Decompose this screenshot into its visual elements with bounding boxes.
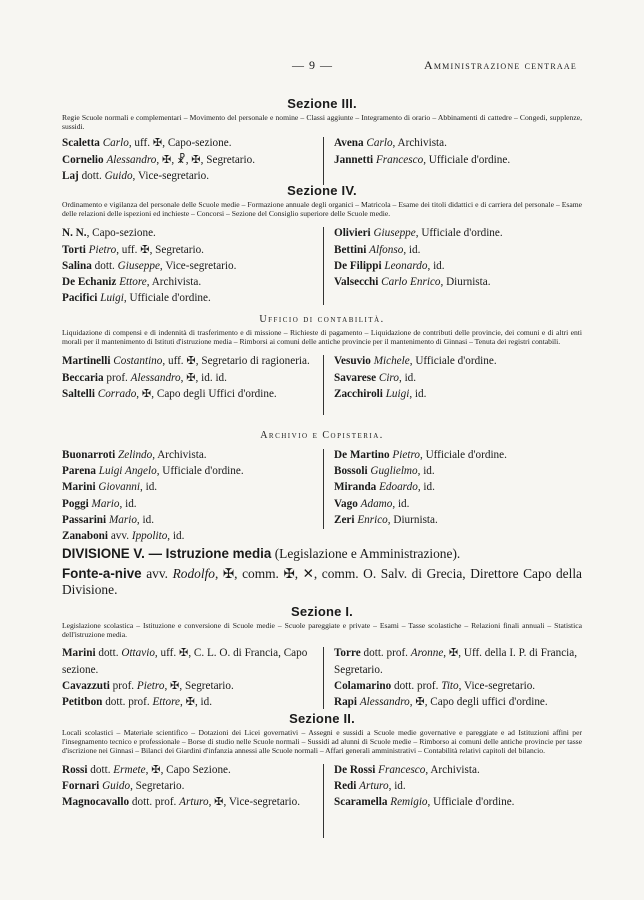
section-title: Sezione IV. xyxy=(287,183,357,198)
staff-surname: Marini xyxy=(62,481,96,494)
staff-surname: Savarese xyxy=(334,371,377,384)
staff-title: dott. xyxy=(78,169,105,182)
staff-given-name: Arturo xyxy=(179,796,209,809)
staff-role: , ✠, Vice-segretario. xyxy=(208,796,301,809)
staff-role: , ✠, Uff. della I. P. di Francia, Segretario. xyxy=(334,647,578,676)
staff-given-name: Costantino xyxy=(113,355,163,368)
staff-entry xyxy=(62,479,324,495)
staff-given-name: Mario xyxy=(108,513,137,526)
staff-given-name: Pietro xyxy=(392,449,420,461)
staff-role: , id. xyxy=(388,779,406,792)
staff-given-name: Enrico xyxy=(357,513,388,526)
staff-given-name: Mario xyxy=(91,497,120,510)
column-divider xyxy=(323,449,324,529)
staff-entry xyxy=(62,447,324,463)
section-description: Liquidazione di compensi e di indennità di trasferimento e di missione – Richieste di pagamento – Liquidazione de contributi delle provincie, dei comuni e di altri enti morali per il mantenimento di Istituti d'istruzione media – Rimborsi ai comuni delle antiche provincie per il mantenimento di Ginnasi – Tenuta dei registri contabili. xyxy=(62,328,582,347)
staff-role: , Ufficiale d'ordine. xyxy=(419,449,507,461)
staff-given-name: Alessandro xyxy=(359,696,410,709)
staff-surname: Beccaria xyxy=(62,371,104,384)
section-title: Sezione I. xyxy=(291,604,353,619)
archivio-copisteria xyxy=(62,430,582,545)
column-divider xyxy=(323,227,324,305)
staff-role: , Capo-sezione. xyxy=(86,227,156,240)
staff-right xyxy=(334,353,592,402)
section-title: Sezione II. xyxy=(289,711,355,726)
staff-role: , Ufficiale d'ordine. xyxy=(409,355,497,368)
division-label: DIVISIONE V. — Istruzione media xyxy=(62,546,272,561)
division-heading xyxy=(62,546,582,562)
staff-entry xyxy=(334,645,592,677)
staff-entry xyxy=(334,496,592,512)
divisione-V xyxy=(62,546,582,598)
staff-left xyxy=(62,353,324,402)
staff-surname: Passarini xyxy=(62,513,107,526)
staff-surname: Fornari xyxy=(62,779,100,792)
staff-given-name: Francesco xyxy=(378,763,426,776)
staff-role: , id. xyxy=(398,371,417,384)
staff-surname: De Filippi xyxy=(334,259,382,272)
sezione-III xyxy=(62,96,582,187)
staff-right xyxy=(334,447,592,528)
staff-given-name: Ottavio xyxy=(121,647,155,660)
staff-role: , Ufficiale d'ordine. xyxy=(423,153,511,166)
sezione-IV xyxy=(62,183,582,307)
staff-entry xyxy=(62,794,324,810)
staff-given-name: Adamo xyxy=(360,497,393,510)
section-title: Sezione III. xyxy=(287,96,357,111)
staff-surname: Buonarroti xyxy=(62,449,116,461)
staff-given-name: Giuseppe xyxy=(373,227,416,240)
staff-given-name: Pietro xyxy=(136,679,165,692)
sezione-I xyxy=(62,604,582,715)
staff-role: , ✠, Capo Sezione. xyxy=(145,763,231,776)
staff-entry xyxy=(334,447,592,463)
staff-surname: Redi xyxy=(334,779,357,792)
staff-right xyxy=(334,225,592,290)
staff-entry xyxy=(62,168,324,184)
staff-surname: Rapi xyxy=(334,696,358,709)
staff-role: , id. xyxy=(140,481,158,494)
staff-role: , uff. ✠, C. L. O. di Francia, Capo sezione. xyxy=(62,647,308,676)
staff-role: , Ufficiale d'ordine. xyxy=(427,796,515,809)
staff-given-name: Luigi xyxy=(100,292,124,305)
staff-given-name: Tito xyxy=(441,679,459,692)
staff-surname: Cavazzuti xyxy=(62,679,110,692)
staff-entry xyxy=(334,694,592,710)
staff-role: , Segretario. xyxy=(130,779,185,792)
staff-role: , id. xyxy=(119,497,137,510)
staff-entry xyxy=(62,678,324,694)
staff-columns xyxy=(62,447,582,545)
staff-entry xyxy=(334,463,592,479)
staff-entry xyxy=(62,353,324,369)
staff-given-name: Giovanni xyxy=(98,481,140,494)
director-name: Fonte-a-nive xyxy=(62,566,142,581)
staff-role: , Diurnista. xyxy=(387,513,438,526)
section-title: Archivio e Copisteria. xyxy=(260,430,384,441)
staff-surname: Laj xyxy=(62,169,79,182)
staff-entry xyxy=(334,258,592,274)
staff-role: , Archivista. xyxy=(392,137,447,150)
sezione-II xyxy=(62,711,582,842)
staff-right xyxy=(334,645,592,710)
staff-role: , Archivista. xyxy=(152,449,207,461)
section-title: Ufficio di contabilità. xyxy=(259,314,385,325)
staff-surname: Valsecchi xyxy=(334,276,379,289)
staff-role: , Vice-segretario. xyxy=(132,169,210,182)
staff-surname: Vesuvio xyxy=(334,355,371,368)
staff-title: dott. xyxy=(87,763,114,776)
staff-surname: Zeri xyxy=(334,513,355,526)
staff-surname: De Martino xyxy=(334,449,390,461)
director-given-name: Rodolfo xyxy=(172,566,215,581)
staff-entry xyxy=(62,778,324,794)
staff-role: , ✠, id. id. xyxy=(180,371,227,384)
staff-given-name: Ermete xyxy=(113,763,146,776)
staff-entry xyxy=(334,479,592,495)
staff-entry xyxy=(62,512,324,528)
staff-entry xyxy=(334,370,592,386)
staff-title: dott. prof. xyxy=(391,679,442,692)
staff-title: prof. xyxy=(109,679,137,692)
staff-entry xyxy=(62,463,324,479)
staff-given-name: Carlo xyxy=(102,137,129,150)
staff-surname: Saltelli xyxy=(62,387,95,400)
staff-left xyxy=(62,225,324,306)
staff-given-name: Carlo xyxy=(366,137,393,150)
staff-given-name: Giuseppe xyxy=(117,259,160,272)
staff-surname: De Rossi xyxy=(334,763,376,776)
staff-given-name: Ettore xyxy=(119,276,147,289)
staff-left xyxy=(62,135,324,184)
staff-role: , id. xyxy=(136,513,154,526)
staff-given-name: Luigi Angelo xyxy=(98,465,157,478)
staff-given-name: Zelindo xyxy=(118,449,153,461)
staff-entry xyxy=(62,225,324,241)
staff-given-name: Remigio xyxy=(390,796,428,809)
staff-entry xyxy=(62,274,324,290)
staff-title: dott. xyxy=(91,259,118,272)
staff-given-name: Carlo Enrico xyxy=(381,276,441,289)
staff-role: , uff. ✠, Capo-sezione. xyxy=(128,137,232,150)
page-header xyxy=(0,58,644,74)
section-description: Ordinamento e vigilanza del personale delle Scuole medie – Formazione annuale degli organici – Matricola – Esame dei titoli didattici e di carriera del personale – Esame delle relazioni delle ispezioni ed inchieste – Concorsi – Sezione del Consiglio superiore delle Scuole medie. xyxy=(62,200,582,219)
staff-entry xyxy=(62,242,324,258)
staff-entry xyxy=(334,242,592,258)
staff-role: , ✠, Capo degli uffici d'ordine. xyxy=(409,696,548,709)
staff-role: , ✠, ☧, ✠, Segretario. xyxy=(156,153,256,166)
staff-given-name: Corrado xyxy=(97,387,137,400)
staff-given-name: Guglielmo xyxy=(370,465,418,478)
staff-entry xyxy=(62,496,324,512)
staff-role: , id. xyxy=(392,497,410,510)
staff-columns xyxy=(62,353,582,421)
staff-surname: Parena xyxy=(62,465,96,478)
staff-surname: Olivieri xyxy=(334,227,371,240)
staff-entry xyxy=(62,762,324,778)
staff-surname: Petitbon xyxy=(62,696,103,709)
staff-entry xyxy=(334,353,592,369)
staff-role: , Ufficiale d'ordine. xyxy=(415,227,503,240)
staff-surname: Martinelli xyxy=(62,355,111,368)
staff-entry xyxy=(62,290,324,306)
staff-columns xyxy=(62,762,582,842)
staff-given-name: Edoardo xyxy=(379,481,418,494)
column-divider xyxy=(323,764,324,838)
staff-surname: Torre xyxy=(334,647,361,660)
staff-given-name: Alessandro xyxy=(106,153,157,166)
staff-columns xyxy=(62,135,582,187)
staff-surname: Avena xyxy=(334,137,364,150)
staff-given-name: Alessandro xyxy=(130,371,181,384)
page-number: — 9 — xyxy=(292,58,333,72)
staff-title: dott. prof. xyxy=(102,696,153,709)
staff-given-name: Leonardo xyxy=(384,259,428,272)
staff-left xyxy=(62,762,324,811)
staff-given-name: Aronne xyxy=(410,647,444,660)
staff-given-name: Ettore xyxy=(152,696,180,709)
division-director: Fonte-a-nive avv. Rodolfo, ✠, comm. ✠, ✕, comm. O. Salv. di Grecia, Direttore Capo della Divisione. xyxy=(62,566,582,597)
staff-role: , ✠, id. xyxy=(180,696,213,709)
staff-entry xyxy=(334,274,592,290)
division-subtitle: (Legislazione e Amministrazione). xyxy=(271,546,461,561)
staff-role: , uff. ✠, Segretario di ragioneria. xyxy=(162,355,310,368)
staff-given-name: Guido xyxy=(102,779,131,792)
staff-role: , Vice-segretario. xyxy=(458,679,536,692)
staff-left xyxy=(62,645,324,710)
staff-surname: Vago xyxy=(334,497,358,510)
staff-given-name: Pietro xyxy=(88,243,117,256)
staff-title: prof. xyxy=(103,371,131,384)
staff-role: , Diurnista. xyxy=(440,276,491,289)
staff-entry xyxy=(334,386,592,402)
staff-right xyxy=(334,762,592,811)
director-titles: , ✠, comm. ✠, ✕, comm. O. Salv. di Grecia, Direttore Capo della Divisione. xyxy=(62,566,582,597)
staff-surname: Torti xyxy=(62,243,86,256)
staff-surname: Magnocavallo xyxy=(62,796,130,809)
staff-surname: N. N. xyxy=(62,227,87,240)
staff-role: , Archivista. xyxy=(425,763,480,776)
staff-entry xyxy=(334,152,592,168)
staff-role: , id. xyxy=(417,481,435,494)
staff-entry xyxy=(62,694,324,710)
staff-role: , Ufficiale d'ordine. xyxy=(123,292,211,305)
staff-surname: Marini xyxy=(62,647,96,660)
staff-columns xyxy=(62,225,582,307)
staff-surname: De Echaniz xyxy=(62,276,117,289)
staff-role: , id. xyxy=(403,243,421,256)
staff-surname: Miranda xyxy=(334,481,377,494)
staff-entry xyxy=(62,370,324,386)
staff-given-name: Luigi xyxy=(385,387,410,400)
staff-surname: Salina xyxy=(62,259,92,272)
staff-title: dott. xyxy=(95,647,122,660)
staff-role: , Archivista. xyxy=(146,276,202,289)
staff-entry xyxy=(334,225,592,241)
staff-surname: Scaramella xyxy=(334,796,388,809)
staff-left xyxy=(62,447,324,544)
staff-surname: Jannetti xyxy=(334,153,374,166)
staff-title: dott. prof. xyxy=(360,647,411,660)
staff-role: , id. xyxy=(167,530,185,543)
running-title: Amministrazione centraae xyxy=(424,58,577,72)
section-description: Locali scolastici – Materiale scientifico – Dotazioni dei Licei governativi – Assegni e sussidi a Scuole medie governative e pareggiate e ad Istituzioni affini per l'insegnamento tecnico e professionale – Borse di studio nelle Scuole normali – Sussidi ad alunni di Scuole medie – Rimborso ai comuni delle antiche provincie per tasse d'iscrizione nei Ginnasi – Bilanci dei Giardini d'infanzia annessi alle Scuole normali – Affari generali amministrativi – Contabilità relativi capitoli del bilancio. xyxy=(62,728,582,756)
staff-entry xyxy=(62,528,324,544)
staff-entry xyxy=(334,778,592,794)
staff-role: , Vice-segretario. xyxy=(159,259,237,272)
staff-title: avv. xyxy=(108,530,132,543)
staff-role: , id. xyxy=(427,259,445,272)
ufficio-contabilita xyxy=(62,314,582,421)
staff-surname: Rossi xyxy=(62,763,88,776)
staff-given-name: Ippolito xyxy=(131,530,168,543)
staff-entry xyxy=(62,152,324,168)
staff-role: , uff. ✠, Segretario. xyxy=(116,243,204,256)
staff-surname: Pacifici xyxy=(62,292,98,305)
staff-surname: Poggi xyxy=(62,497,89,510)
staff-surname: Bossoli xyxy=(334,465,368,478)
staff-role: , ✠, Capo degli Uffici d'ordine. xyxy=(136,387,277,400)
staff-surname: Scaletta xyxy=(62,137,100,150)
staff-surname: Zacchiroli xyxy=(334,387,383,400)
staff-given-name: Ciro xyxy=(378,371,399,384)
staff-entry xyxy=(62,135,324,151)
staff-entry xyxy=(334,678,592,694)
staff-surname: Bettini xyxy=(334,243,367,256)
staff-entry xyxy=(334,762,592,778)
column-divider xyxy=(323,647,324,709)
staff-surname: Zanaboni xyxy=(62,530,109,543)
staff-role: , Ufficiale d'ordine. xyxy=(156,465,244,478)
section-description: Legislazione scolastica – Istituzione e conversione di Scuole medie – Scuole pareggiate e private – Esami – Tasse scolastiche – Relazioni finali annuali – Statistica dell'istruzione media. xyxy=(62,621,582,640)
staff-role: , ✠, Segretario. xyxy=(164,679,234,692)
staff-entry xyxy=(334,794,592,810)
staff-title: dott. prof. xyxy=(129,796,180,809)
staff-surname: Colamarino xyxy=(334,679,392,692)
staff-given-name: Arturo xyxy=(359,779,389,792)
staff-surname: Cornelio xyxy=(62,153,104,166)
staff-role: , id. xyxy=(409,387,427,400)
section-description: Regie Scuole normali e complementari – Movimento del personale e nomine – Classi aggiunte – Integramento di orario – Abbinamenti di cattedre – Congedi, supplenze, sussidi. xyxy=(62,113,582,132)
column-divider xyxy=(323,137,324,185)
staff-right xyxy=(334,135,592,167)
staff-role: , id. xyxy=(417,465,435,478)
column-divider xyxy=(323,355,324,415)
staff-entry xyxy=(334,135,592,151)
staff-given-name: Michele xyxy=(373,355,410,368)
staff-given-name: Alfonso xyxy=(369,243,404,256)
staff-entry xyxy=(334,512,592,528)
staff-entry xyxy=(62,645,324,677)
staff-given-name: Guido xyxy=(104,169,133,182)
staff-entry xyxy=(62,386,324,402)
staff-columns xyxy=(62,645,582,715)
staff-given-name: Francesco xyxy=(375,153,424,166)
staff-entry xyxy=(62,258,324,274)
